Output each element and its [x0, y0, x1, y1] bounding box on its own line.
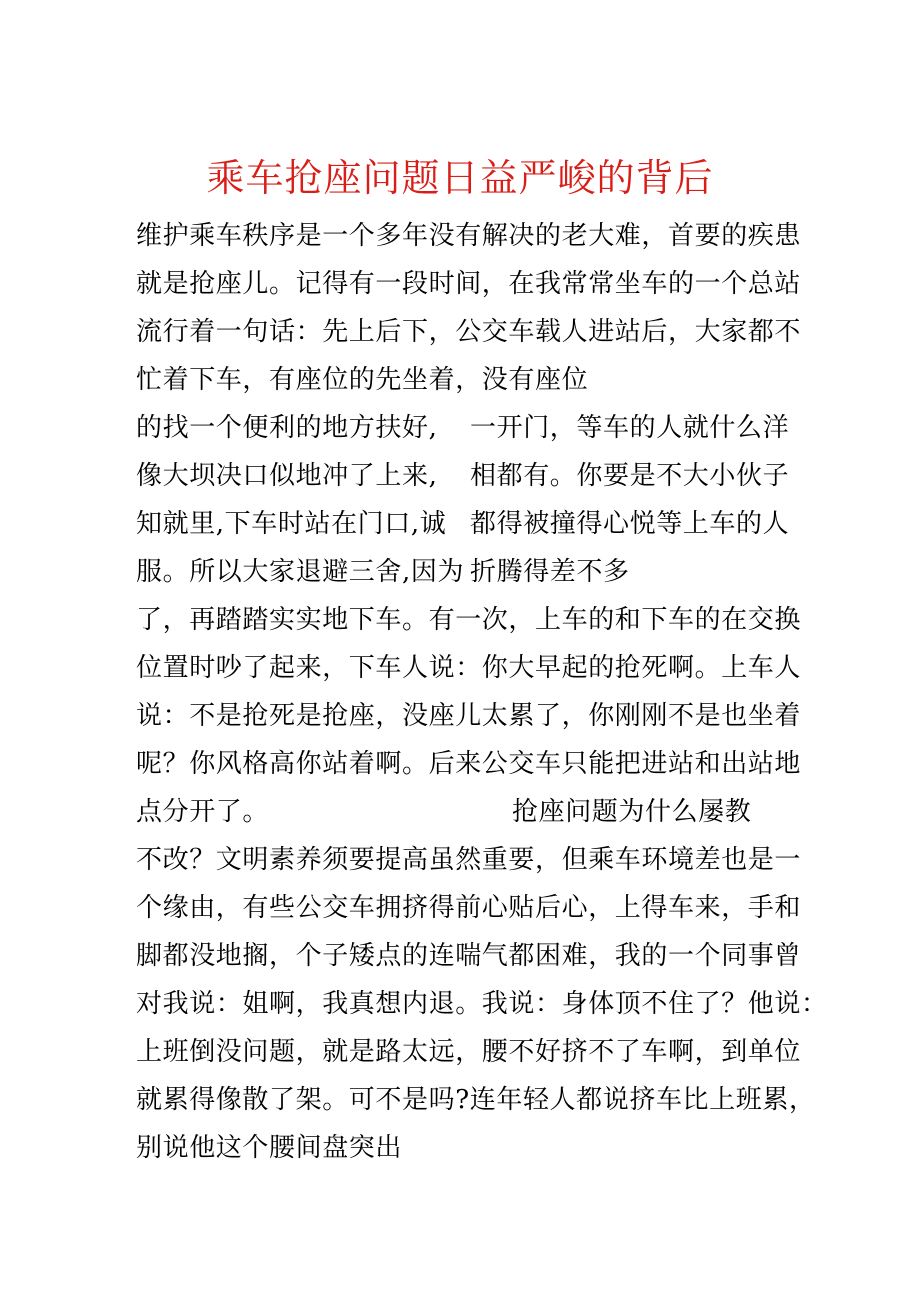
- paragraph-line: 忙着下车，有座位的先坐着，没有座位: [136, 365, 589, 395]
- paragraph-line: 不改？文明素养须要提高虽然重要，但乘车环境差也是一: [136, 845, 802, 875]
- paragraph-line: 维护乘车秩序是一个多年没有解决的老大难，首要的疾患: [136, 221, 802, 251]
- paragraph-line: 说：不是抢死是抢座，没座儿太累了，你刚刚不是也坐着: [136, 701, 802, 731]
- column-line: 折腾得差不多: [470, 557, 630, 587]
- paragraph-line: 就是抢座儿。记得有一段时间，在我常常坐车的一个总站: [136, 269, 802, 299]
- document-title: 乘车抢座问题日益严峻的背后: [206, 156, 714, 200]
- column-line: 的找一个便利的地方扶好,: [136, 413, 438, 443]
- paragraph-line: 上班倒没问题，就是路太远，腰不好挤不了车啊，到单位: [136, 1037, 802, 1067]
- paragraph-line: 个缘由，有些公交车拥挤得前心贴后心，上得车来，手和: [136, 893, 802, 923]
- paragraph-line: 就累得像散了架。可不是吗?连年轻人都说挤车比上班累，: [136, 1085, 816, 1115]
- paragraph-line: 抢座问题为什么屡教: [512, 797, 752, 827]
- paragraph-line: 了，再踏踏实实地下车。有一次，上车的和下车的在交换: [136, 605, 802, 635]
- left-column: [136, 411, 465, 603]
- column-line: 像大坝决口似地冲了上来,: [136, 461, 438, 491]
- column-line: 相都有。你要是不大小伙子: [470, 461, 790, 491]
- paragraph-line: 位置时吵了起来，下车人说：你大早起的抢死啊。上车人: [136, 653, 802, 683]
- paragraph-line: 点分开了。: [136, 797, 270, 827]
- paragraph-line: 对我说：姐啊，我真想内退。我说：身体顶不住了？他说：: [136, 989, 828, 1019]
- column-line: 知就里,下车时站在门口,诚: [136, 509, 447, 539]
- paragraph-line: 别说他这个腰间盘突出: [136, 1133, 403, 1163]
- column-line: 一开门，等车的人就什么洋: [470, 413, 790, 443]
- column-line: 都得被撞得心悦等上车的人: [470, 509, 790, 539]
- paragraph-line: 流行着一句话：先上后下，公交车载人进站后，大家都不: [136, 317, 802, 347]
- paragraph-line: 脚都没地搁，个子矮点的连喘气都困难，我的一个同事曾: [136, 941, 802, 971]
- right-column: [470, 411, 800, 603]
- column-line: 服。所以大家退避三舍,因为: [136, 557, 465, 587]
- paragraph-line: 呢？你风格高你站着啊。后来公交车只能把进站和出站地: [136, 749, 802, 779]
